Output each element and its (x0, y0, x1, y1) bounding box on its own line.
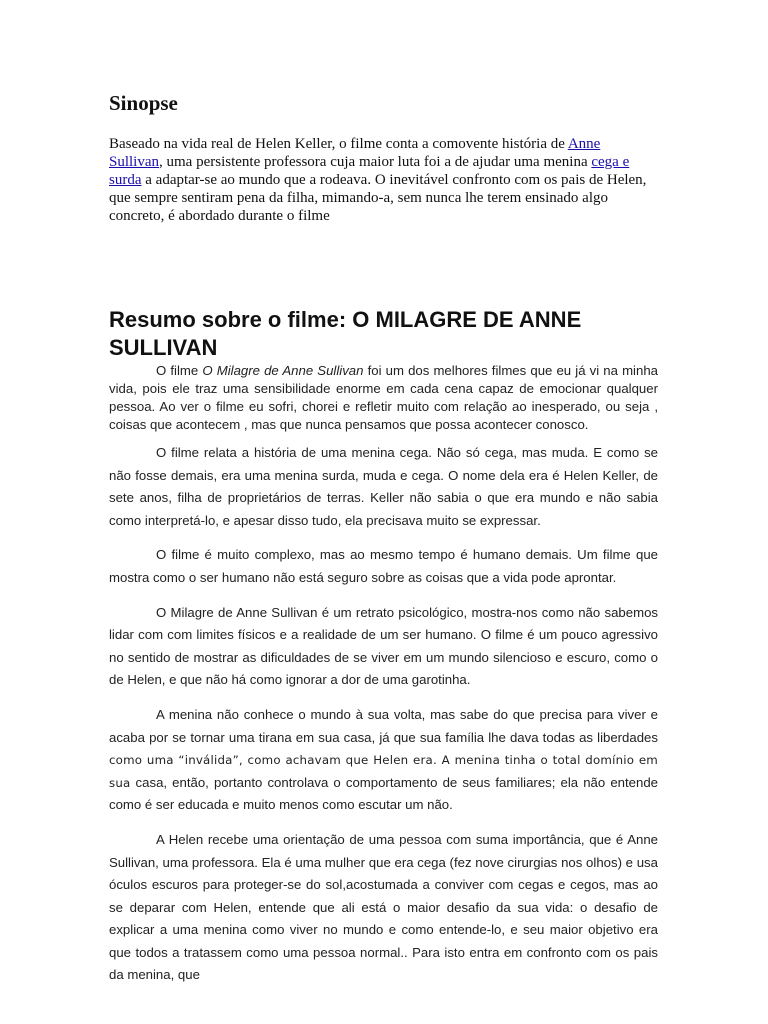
resumo-paragraph-4: O Milagre de Anne Sullivan é um retrato psicológico, mostra-nos como não sabemos lidar com com limites físicos e a realidade de um ser humano. O filme é um pouco agressivo no sentido de mostrar as dificuldades de se viver em um mundo silencioso e escuro, como o de Helen, e que não há como ignorar a dor de uma garotinha. (109, 604, 658, 688)
resumo-paragraph-3: O filme é muito complexo, mas ao mesmo tempo é humano demais. Um filme que mostra como o ser humano não está seguro sobre as coisas que a vida pode aprontar. (109, 547, 658, 585)
resumo-paragraph-1 (109, 362, 658, 434)
sinopse-paragraph (109, 135, 649, 225)
sinopse-text-1: Baseado na vida real de Helen Keller, o filme conta a comovente história de (109, 136, 568, 152)
p5-text-c: casa, então, portanto controlava o comportamento de seus familiares; ela não entende como é ser educada e muito menos como escutar um não. (109, 774, 658, 813)
p1-text-b: foi um dos melhores filmes que eu já vi na minha vida, pois ele traz uma sensibilidade enorme em cada cena capaz de emocionar qualquer pessoa. Ao ver o filme eu sofri, chorei e refletir muito com relação ao inesperado, ou seja , coisas que acontecem , mas que nunca pensamos que possa acontecer conosco. (109, 363, 658, 432)
cega-e-surda-link[interactable]: cega e surda (109, 154, 630, 188)
p5-text-b: como uma “inválida”, como achavam que Helen era. A menina tinha o total domínio em sua (109, 753, 658, 790)
p1-text-a: O filme (156, 363, 203, 378)
film-title-italic: O Milagre de Anne Sullivan (202, 363, 364, 378)
p5-text-a: A menina não conhece o mundo à sua volta, mas sabe do que precisa para viver e acaba por se tornar uma tirana em sua casa, já que sua família lhe dava todas as liberdades (109, 706, 658, 745)
anne-sullivan-link[interactable]: Anne Sullivan (109, 136, 601, 170)
resumo-paragraph-5 (109, 704, 658, 817)
resumo-body (109, 362, 658, 987)
resumo-paragraph-6: A Helen recebe uma orientação de uma pessoa com suma importância, que é Anne Sullivan, uma professora. Ela é uma mulher que era cega (fez nove cirurgias nos olhos) e usa óculos escuros para proteger-se do sol,acostumada a conviver com cegas e cegos, mas ao se deparar com Helen, entende que ali está o maior desafio da sua vida: o desafio de explicar a uma menina como viver no mundo e como entende-lo, e seu maior objetivo era que todos a tratassem como uma pessoa normal.. Para isto entra em confronto com os pais da menina, que (109, 831, 658, 983)
sinopse-text-3: a adaptar-se ao mundo que a rodeava. O inevitável confronto com os pais de Helen, que sempre sentiram pena da filha, mimando-a, sem nunca lhe terem ensinado algo concreto, é abordado durante o filme (109, 172, 647, 224)
resumo-heading: Resumo sobre o filme: O MILAGRE DE ANNE SULLIVAN (109, 307, 582, 360)
resumo-paragraph-2: O filme relata a história de uma menina cega. Não só cega, mas muda. E como se não fosse demais, era uma menina surda, muda e cega. O nome dela era é Helen Keller, de sete anos, filha de proprietários de terras. Keller não sabia o que era mundo e não sabia como interpretá-lo, e apesar disso tudo, ela precisava muito se expressar. (109, 445, 658, 528)
sinopse-text-2: , uma persistente professora cuja maior luta foi a de ajudar uma menina (159, 154, 592, 170)
sinopse-heading: Sinopse (109, 91, 178, 115)
